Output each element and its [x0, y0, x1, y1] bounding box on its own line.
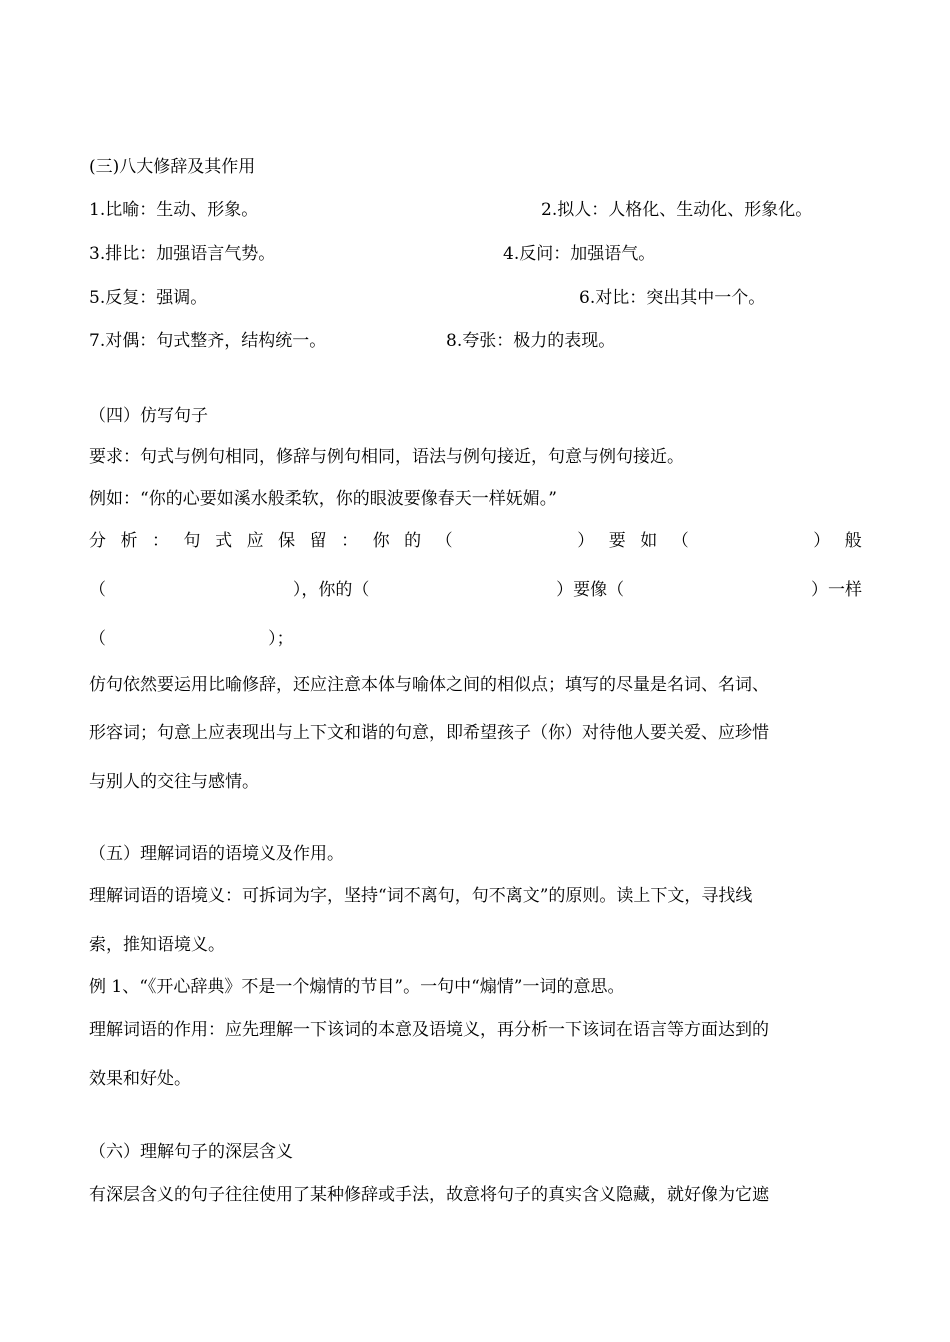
analysis-line-1: 分 析 ： 句 式 应 保 留 ： 你 的 （ ） 要 如 （ ） 般	[89, 531, 862, 551]
rhetoric-item: 3.排比：加强语言气势。	[89, 244, 276, 264]
rhetoric-item: 6.对比：突出其中一个。	[579, 288, 766, 308]
blank-close: ）	[577, 531, 595, 551]
paragraph-line: 效果和好处。	[89, 1069, 191, 1089]
paragraph-line: 与别人的交往与感情。	[89, 772, 259, 792]
rhetoric-item: 8.夸张：极力的表现。	[446, 331, 616, 351]
paragraph-line: 理解词语的作用：应先理解一下该词的本意及语境义，再分析一下该词在语言等方面达到的	[89, 1020, 769, 1040]
paragraph-line: 形容词；句意上应表现出与上下文和谐的句意，即希望孩子（你）对待他人要关爱、应珍惜	[89, 723, 769, 743]
section3-heading: (三)八大修辞及其作用	[89, 157, 256, 177]
blank-open: （	[435, 531, 453, 551]
analysis-line-3: （ ）；	[89, 629, 294, 649]
rhetoric-item: 4.反问：加强语气。	[503, 244, 656, 264]
paragraph-line: 仿句依然要运用比喻修辞，还应注意本体与喻体之间的相似点；填写的尽量是名词、名词、	[89, 675, 769, 695]
paragraph-line: 索，推知语境义。	[89, 935, 225, 955]
section4-heading: （四）仿写句子	[89, 406, 208, 426]
rhetoric-item: 7.对偶：句式整齐，结构统一。	[89, 331, 327, 351]
example-sentence: 例如：“你的心要如溪水般柔软，你的眼波要像春天一样妩媚。”	[89, 489, 557, 509]
blank-close: ）	[813, 531, 831, 551]
rhetoric-item: 1.比喻：生动、形象。	[89, 200, 259, 220]
section6-heading: （六）理解句子的深层含义	[89, 1142, 293, 1162]
paragraph-line: 理解词语的语境义：可拆词为字，坚持“词不离句，句不离文”的原则。读上下文，寻找线	[89, 886, 753, 906]
analysis-line-2: （ ），你的（ ）要像（ ）一样	[89, 580, 862, 600]
section5-heading: （五）理解词语的语境义及作用。	[89, 844, 344, 864]
paragraph-line: 有深层含义的句子往往使用了某种修辞或手法，故意将句子的真实含义隐藏，就好像为它遮	[89, 1185, 769, 1205]
example-sentence: 例 1、“《开心辞典》不是一个煽情的节目”。一句中“煽情”一词的意思。	[89, 977, 625, 997]
requirement-text: 要求：句式与例句相同，修辞与例句相同，语法与例句接近，句意与例句接近。	[89, 447, 684, 467]
rhetoric-item: 5.反复：强调。	[89, 288, 208, 308]
rhetoric-item: 2.拟人：人格化、生动化、形象化。	[541, 200, 813, 220]
blank-open: （	[671, 531, 689, 551]
